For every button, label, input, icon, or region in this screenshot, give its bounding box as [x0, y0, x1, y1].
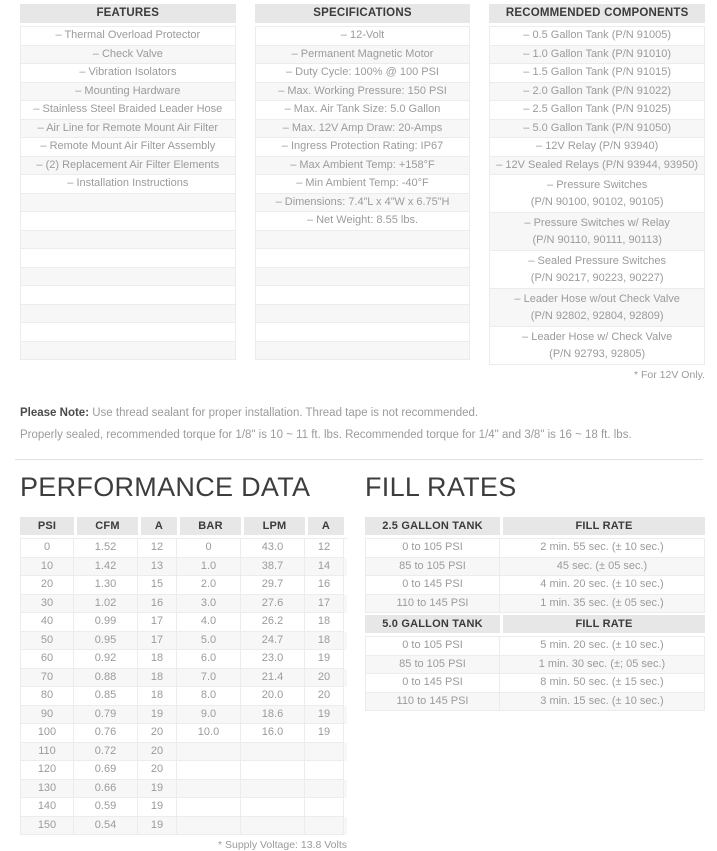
- performance-table-cell: [305, 780, 344, 799]
- table-row: [255, 249, 471, 268]
- performance-column-header: A: [138, 517, 177, 535]
- fill-rate-row: [365, 539, 705, 558]
- performance-table-cell: 90: [20, 706, 74, 725]
- features-table-header: FEATURES: [20, 4, 236, 23]
- performance-table-cell: 0.69: [74, 761, 138, 780]
- performance-table-cell: 10.0: [177, 724, 241, 743]
- performance-table-cell: 18: [305, 632, 344, 651]
- performance-table-cell: [177, 780, 241, 799]
- performance-table-cell: 0.79: [74, 706, 138, 725]
- table-row: – 12-Volt: [255, 27, 471, 46]
- table-row: – 12V Relay (P/N 93940): [489, 138, 705, 157]
- performance-table-cell: 150: [20, 817, 74, 836]
- performance-table-cell: 19: [138, 780, 177, 799]
- performance-table-cell: [177, 743, 241, 762]
- performance-table-cell: 100: [20, 724, 74, 743]
- performance-table-body: [20, 538, 347, 835]
- fill-rate-row: [365, 656, 705, 675]
- performance-table-cell: 17: [138, 632, 177, 651]
- performance-table-cell: 0.95: [74, 632, 138, 651]
- fill-rates-column: [365, 472, 705, 851]
- performance-table-row: [20, 632, 347, 651]
- table-row: – 1.5 Gallon Tank (P/N 91015): [489, 64, 705, 83]
- table-row: – 2.5 Gallon Tank (P/N 91025): [489, 101, 705, 120]
- performance-table-cell: 16: [138, 595, 177, 614]
- performance-table-cell: 20: [138, 724, 177, 743]
- performance-table-cell: 2.0: [177, 576, 241, 595]
- table-row: – 5.0 Gallon Tank (P/N 91050): [489, 120, 705, 139]
- fill-rate-header: FILL RATE: [500, 615, 705, 633]
- features-table: [20, 4, 236, 381]
- performance-table-row: [20, 724, 347, 743]
- table-row: – Max. 12V Amp Draw: 20-Amps: [255, 120, 471, 139]
- table-row: [20, 342, 236, 361]
- note-text-1: Use thread sealant for proper installation. Thread tape is not recommended.: [92, 407, 479, 419]
- recommended-components-table-header: RECOMMENDED COMPONENTS: [489, 4, 705, 23]
- table-row: [20, 194, 236, 213]
- performance-table-cell: 19: [305, 724, 344, 743]
- performance-table-row: [20, 687, 347, 706]
- psi-range-cell: 0 to 105 PSI: [365, 637, 500, 656]
- table-row-line: – Sealed Pressure Switches: [528, 255, 666, 267]
- performance-table-cell: 50: [20, 632, 74, 651]
- fill-rate-row: [365, 558, 705, 577]
- fill-rate-row: [365, 693, 705, 712]
- table-row-line: (P/N 92802, 92804, 92809): [530, 309, 664, 322]
- table-row: – 2.0 Gallon Tank (P/N 91022): [489, 83, 705, 102]
- specifications-table-header: SPECIFICATIONS: [255, 4, 471, 23]
- table-row: [20, 268, 236, 287]
- performance-table-row: [20, 613, 347, 632]
- performance-table-cell: 5.0: [177, 632, 241, 651]
- table-row: – Air Line for Remote Mount Air Filter: [20, 120, 236, 139]
- performance-table-cell: 20: [138, 761, 177, 780]
- fill-time-cell: 5 min. 20 sec. (± 10 sec.): [500, 637, 705, 656]
- fill-time-cell: 2 min. 55 sec. (± 10 sec.): [500, 539, 705, 558]
- note-line-1: [20, 407, 703, 419]
- performance-table-cell: 20.0: [241, 687, 305, 706]
- performance-table-row: [20, 650, 347, 669]
- performance-table-cell: 18.6: [241, 706, 305, 725]
- performance-table-cell: [305, 761, 344, 780]
- fill-rate-table: [365, 517, 705, 613]
- performance-column-header: CFM: [74, 517, 138, 535]
- performance-table-cell: 6.0: [177, 650, 241, 669]
- performance-column-header: LPM: [241, 517, 305, 535]
- performance-table-row: [20, 558, 347, 577]
- fill-rate-row: [365, 674, 705, 693]
- table-row: [20, 286, 236, 305]
- performance-table-cell: [305, 817, 344, 836]
- performance-table-cell: 1.0: [177, 558, 241, 577]
- note-line-2: Properly sealed, recommended torque for 1/8" is 10 ~ 11 ft. lbs. Recommended torque for 1/4" and 3/8" is 16 ~ 18 ft. lbs.: [20, 429, 632, 441]
- performance-table-cell: 12: [138, 539, 177, 558]
- performance-table-cell: 20: [305, 687, 344, 706]
- fill-rate-table: [365, 615, 705, 711]
- table-row: – Stainless Steel Braided Leader Hose: [20, 101, 236, 120]
- performance-table-cell: 13: [138, 558, 177, 577]
- features-table-body: [20, 26, 236, 360]
- performance-data-title: PERFORMANCE DATA: [20, 472, 311, 502]
- table-row: [20, 305, 236, 324]
- performance-table-cell: 23.0: [241, 650, 305, 669]
- performance-table-cell: 0.59: [74, 798, 138, 817]
- performance-table-row: [20, 817, 347, 836]
- table-row: [255, 231, 471, 250]
- fill-time-cell: 1 min. 30 sec. (±; 05 sec.): [500, 656, 705, 675]
- performance-table-cell: 21.4: [241, 669, 305, 688]
- performance-table-row: [20, 539, 347, 558]
- table-row: – Remote Mount Air Filter Assembly: [20, 138, 236, 157]
- table-row-line: (P/N 90100, 90102, 90105): [530, 195, 664, 208]
- performance-table-row: [20, 761, 347, 780]
- performance-table-cell: 18: [138, 687, 177, 706]
- fill-time-cell: 45 sec. (± 05 sec.): [500, 558, 705, 577]
- performance-table-header-row: [20, 517, 347, 535]
- performance-table-cell: 9.0: [177, 706, 241, 725]
- table-row: [20, 231, 236, 250]
- table-row: – Net Weight: 8.55 lbs.: [255, 212, 471, 231]
- tank-size-header: 5.0 GALLON TANK: [365, 615, 500, 633]
- performance-table-cell: 18: [138, 650, 177, 669]
- performance-table-cell: 16: [305, 576, 344, 595]
- table-row: [255, 323, 471, 342]
- performance-table-cell: 120: [20, 761, 74, 780]
- specifications-table: [255, 4, 471, 381]
- performance-table-cell: 0.99: [74, 613, 138, 632]
- psi-range-cell: 0 to 145 PSI: [365, 576, 500, 595]
- performance-table-cell: 12: [305, 539, 344, 558]
- supply-voltage-footnote: * Supply Voltage: 13.8 Volts: [217, 839, 347, 851]
- fill-time-cell: 3 min. 15 sec. (± 10 sec.): [500, 693, 705, 712]
- performance-table-cell: 0.92: [74, 650, 138, 669]
- performance-table-cell: [305, 798, 344, 817]
- table-row: [489, 327, 705, 365]
- performance-table-cell: 19: [305, 650, 344, 669]
- performance-table-cell: 70: [20, 669, 74, 688]
- fill-rates-tables: [365, 517, 705, 711]
- performance-table-row: [20, 706, 347, 725]
- table-row-line: – Pressure Switches: [547, 179, 648, 191]
- performance-table-cell: 18: [138, 669, 177, 688]
- performance-table-cell: 1.02: [74, 595, 138, 614]
- performance-table-cell: 26.2: [241, 613, 305, 632]
- table-row: [20, 212, 236, 231]
- performance-table-cell: 24.7: [241, 632, 305, 651]
- performance-table-cell: 27.6: [241, 595, 305, 614]
- fill-rate-header-row: [365, 517, 705, 535]
- table-row: – Mounting Hardware: [20, 83, 236, 102]
- performance-column-header: A: [305, 517, 344, 535]
- table-row: [489, 213, 705, 251]
- performance-table-cell: 30: [20, 595, 74, 614]
- table-row: – Dimensions: 7.4”L x 4”W x 6.75”H: [255, 194, 471, 213]
- psi-range-cell: 110 to 145 PSI: [365, 693, 500, 712]
- table-row: – Max. Air Tank Size: 5.0 Gallon: [255, 101, 471, 120]
- fill-rate-table-body: [365, 538, 705, 613]
- fill-rate-header-row: [365, 615, 705, 633]
- performance-table-cell: 17: [305, 595, 344, 614]
- performance-table-cell: 18: [305, 613, 344, 632]
- table-row: [20, 249, 236, 268]
- performance-data-column: [20, 472, 347, 851]
- performance-table-cell: [241, 798, 305, 817]
- table-row: [255, 268, 471, 287]
- performance-table-cell: [177, 798, 241, 817]
- performance-table-cell: 140: [20, 798, 74, 817]
- recommended-components-table: [489, 4, 705, 381]
- performance-table-cell: 20: [305, 669, 344, 688]
- performance-table-cell: [177, 761, 241, 780]
- performance-table-cell: 7.0: [177, 669, 241, 688]
- table-row: – Min Ambient Temp: -40°F: [255, 175, 471, 194]
- fill-time-cell: 1 min. 35 sec. (± 05 sec.): [500, 595, 705, 614]
- performance-table-cell: 0.72: [74, 743, 138, 762]
- performance-table-cell: 1.52: [74, 539, 138, 558]
- fill-rate-table-body: [365, 636, 705, 711]
- performance-table-cell: 15: [138, 576, 177, 595]
- performance-column-header: BAR: [177, 517, 241, 535]
- fill-rate-row: [365, 637, 705, 656]
- performance-table-cell: [241, 743, 305, 762]
- performance-table-cell: 40: [20, 613, 74, 632]
- table-row: [489, 289, 705, 327]
- psi-range-cell: 0 to 145 PSI: [365, 674, 500, 693]
- performance-table-cell: 0: [20, 539, 74, 558]
- performance-table-cell: 0.85: [74, 687, 138, 706]
- table-row: – Ingress Protection Rating: IP67: [255, 138, 471, 157]
- for-12v-only-footnote: * For 12V Only.: [634, 369, 705, 381]
- fill-rates-title: FILL RATES: [365, 472, 517, 502]
- performance-table-cell: 19: [138, 798, 177, 817]
- fill-rate-header: FILL RATE: [500, 517, 705, 535]
- table-row: – 1.0 Gallon Tank (P/N 91010): [489, 46, 705, 65]
- performance-table-row: [20, 743, 347, 762]
- performance-table-cell: [305, 743, 344, 762]
- table-row: [20, 323, 236, 342]
- performance-column-header: PSI: [20, 517, 74, 535]
- table-row: – Vibration Isolators: [20, 64, 236, 83]
- recommended-components-table-body: [489, 26, 705, 365]
- table-row-line: – Leader Hose w/ Check Valve: [522, 331, 673, 343]
- table-row-line: – Pressure Switches w/ Relay: [524, 217, 670, 229]
- performance-table-row: [20, 669, 347, 688]
- performance-table-cell: 110: [20, 743, 74, 762]
- fill-rate-row: [365, 576, 705, 595]
- performance-table-cell: [241, 761, 305, 780]
- performance-table-cell: 19: [138, 817, 177, 836]
- table-row: [489, 175, 705, 213]
- performance-table-cell: 14: [305, 558, 344, 577]
- performance-table-cell: 0.88: [74, 669, 138, 688]
- performance-table-row: [20, 576, 347, 595]
- performance-table-cell: 29.7: [241, 576, 305, 595]
- psi-range-cell: 85 to 105 PSI: [365, 656, 500, 675]
- performance-table-cell: 8.0: [177, 687, 241, 706]
- tank-size-header: 2.5 GALLON TANK: [365, 517, 500, 535]
- performance-table-cell: 20: [20, 576, 74, 595]
- table-row-line: – Leader Hose w/out Check Valve: [514, 293, 680, 305]
- performance-table-cell: 4.0: [177, 613, 241, 632]
- performance-table-cell: 0.76: [74, 724, 138, 743]
- table-row: – Installation Instructions: [20, 175, 236, 194]
- fill-time-cell: 4 min. 20 sec. (± 10 sec.): [500, 576, 705, 595]
- table-row: – Check Valve: [20, 46, 236, 65]
- performance-table-cell: 3.0: [177, 595, 241, 614]
- performance-table-cell: 1.42: [74, 558, 138, 577]
- performance-table-cell: 38.7: [241, 558, 305, 577]
- performance-table-cell: 19: [305, 706, 344, 725]
- table-row: – Duty Cycle: 100% @ 100 PSI: [255, 64, 471, 83]
- performance-table-row: [20, 595, 347, 614]
- performance-table-cell: 20: [138, 743, 177, 762]
- table-row: – Max. Working Pressure: 150 PSI: [255, 83, 471, 102]
- table-row: – Thermal Overload Protector: [20, 27, 236, 46]
- performance-table-row: [20, 798, 347, 817]
- performance-table-cell: 0: [177, 539, 241, 558]
- performance-table-cell: 0.54: [74, 817, 138, 836]
- performance-table-cell: [241, 780, 305, 799]
- specifications-table-body: [255, 26, 471, 360]
- note-label: Please Note:: [20, 407, 90, 419]
- performance-table-cell: 0.66: [74, 780, 138, 799]
- performance-table-cell: 17: [138, 613, 177, 632]
- data-tables-section: [20, 472, 705, 851]
- performance-table-row: [20, 780, 347, 799]
- please-note-section: [20, 407, 703, 441]
- spec-tables-section: [20, 4, 705, 381]
- table-row: [255, 286, 471, 305]
- table-row: – 0.5 Gallon Tank (P/N 91005): [489, 27, 705, 46]
- table-row: – Permanent Magnetic Motor: [255, 46, 471, 65]
- table-row: – (2) Replacement Air Filter Elements: [20, 157, 236, 176]
- horizontal-divider: [15, 459, 703, 460]
- table-row: [255, 342, 471, 361]
- table-row: [489, 251, 705, 289]
- psi-range-cell: 85 to 105 PSI: [365, 558, 500, 577]
- performance-table-cell: 19: [138, 706, 177, 725]
- psi-range-cell: 0 to 105 PSI: [365, 539, 500, 558]
- table-row: – 12V Sealed Relays (P/N 93944, 93950): [489, 157, 705, 176]
- table-row-line: (P/N 90217, 90223, 90227): [530, 271, 664, 284]
- table-row: – Max Ambient Temp: +158°F: [255, 157, 471, 176]
- fill-rate-row: [365, 595, 705, 614]
- performance-table-cell: [241, 817, 305, 836]
- fill-time-cell: 8 min. 50 sec. (± 15 sec.): [500, 674, 705, 693]
- table-row: [255, 305, 471, 324]
- table-row-line: (P/N 92793, 92805): [549, 347, 646, 360]
- performance-table-cell: 130: [20, 780, 74, 799]
- performance-table-cell: 16.0: [241, 724, 305, 743]
- performance-table-cell: 10: [20, 558, 74, 577]
- performance-table-cell: 60: [20, 650, 74, 669]
- performance-table-cell: 80: [20, 687, 74, 706]
- table-row-line: (P/N 90110, 90111, 90113): [532, 233, 662, 246]
- performance-table-cell: 43.0: [241, 539, 305, 558]
- performance-table-cell: [177, 817, 241, 836]
- performance-table-cell: 1.30: [74, 576, 138, 595]
- psi-range-cell: 110 to 145 PSI: [365, 595, 500, 614]
